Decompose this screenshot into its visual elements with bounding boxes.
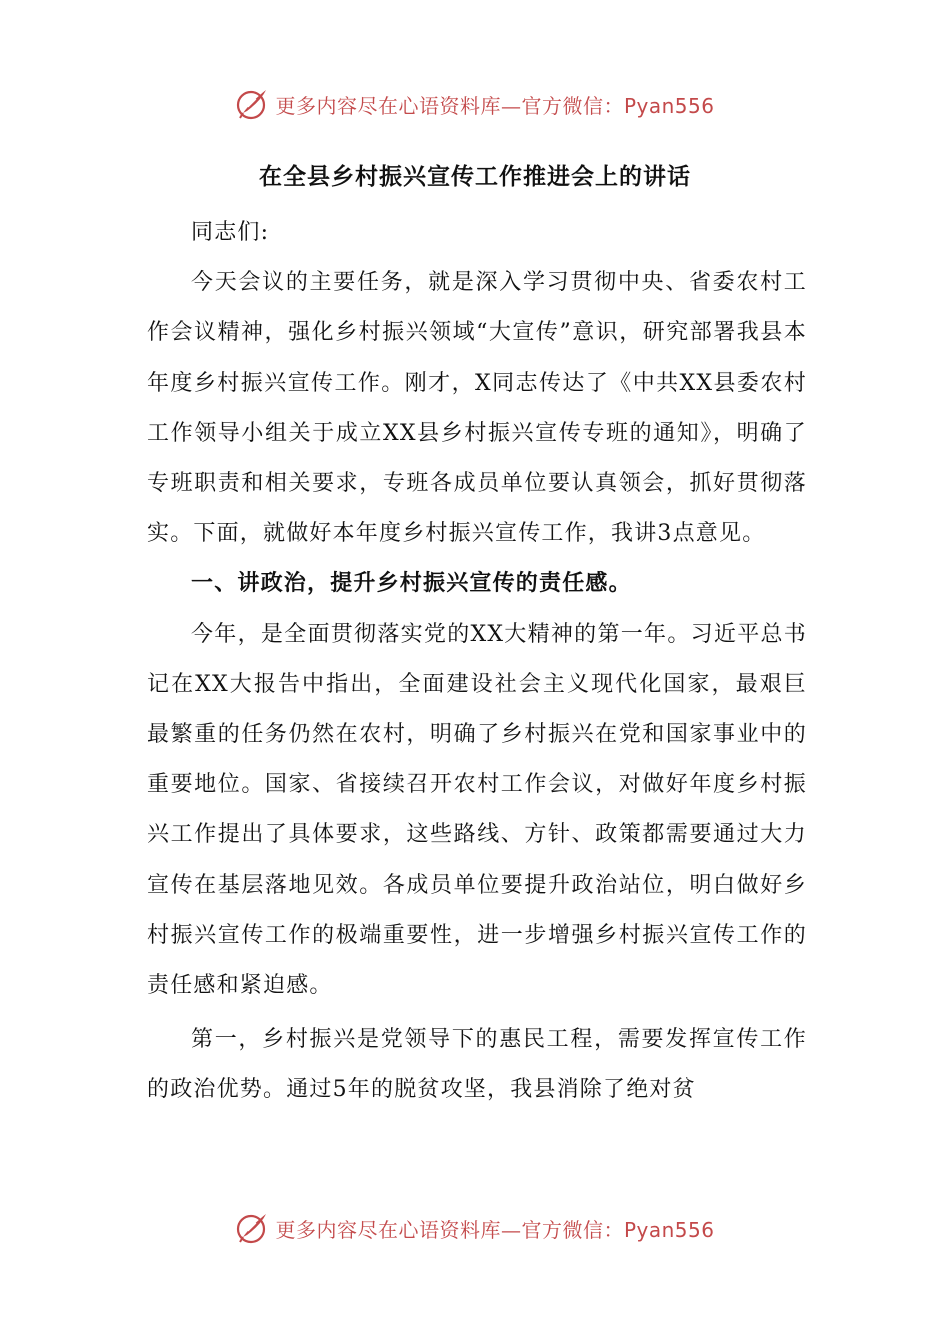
document-title: 在全县乡村振兴宣传工作推进会上的讲话 (259, 164, 691, 190)
quill-pen-logo-icon (235, 87, 269, 121)
paragraph: 今天会议的主要任务，就是深入学习贯彻中央、省委农村工作会议精神，强化乡村振兴领域“大宣传”意识，研究部署我县本年度乡村振兴宣传工作。刚才，X同志传达了《中共XX县委农村工作领导小组关于成立XX县乡村振兴宣传专班的通知》，明确了专班职责和相关要求，专班各成员单位要认真领会，抓好贯彻落实。下面，就做好本年度乡村振兴宣传工作，我讲3点意见。 (147, 270, 807, 547)
paragraph: 第一，乡村振兴是党领导下的惠民工程，需要发挥宣传工作的政治优势。通过5年的脱贫攻坚，我县消除了绝对贫 (147, 1027, 807, 1103)
paragraph: 今年，是全面贯彻落实党的XX大精神的第一年。习近平总书记在XX大报告中指出，全面建设社会主义现代化国家，最艰巨最繁重的任务仍然在农村，明确了乡村振兴在党和国家事业中的重要地位。国家、省接续召开农村工作会议，对做好年度乡村振兴工作提出了具体要求，这些路线、方针、政策都需要通过大力宣传在基层落地见效。各成员单位要提升政治站位，明白做好乡村振兴宣传工作的极端重要性，进一步增强乡村振兴宣传工作的责任感和紧迫感。 (147, 621, 807, 999)
watermark-text: 更多内容尽在心语资料库—官方微信：Pyan556 (275, 93, 715, 118)
watermark-banner-bottom (0, 1206, 950, 1250)
watermark-banner-top (0, 82, 950, 126)
section-heading: 一、讲政治，提升乡村振兴宣传的责任感。 (191, 571, 632, 597)
document-body (147, 208, 807, 1116)
quill-pen-logo-icon (235, 1211, 269, 1245)
salutation: 同志们: (191, 220, 270, 245)
watermark-text: 更多内容尽在心语资料库—官方微信：Pyan556 (275, 1217, 715, 1242)
